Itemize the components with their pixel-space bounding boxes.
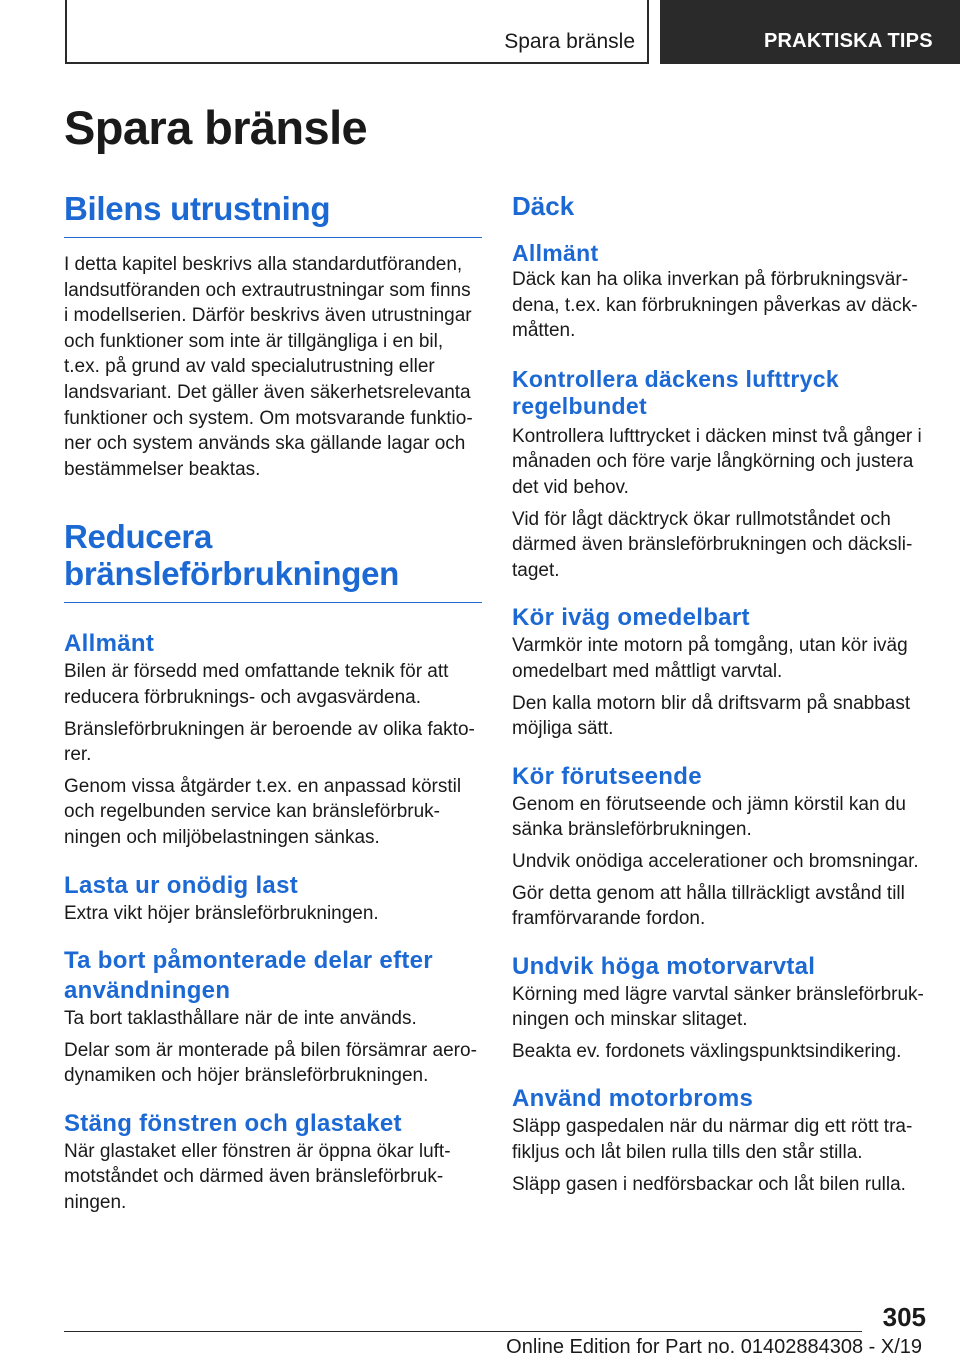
general-paragraph-1: Bilen är försedd med omfattande teknik för att reducera förbruknings- och avgasvärdena. [64, 661, 449, 708]
engine-brake-paragraph-1: Släpp gaspedalen när du närmar dig ett rött tra- fikljus och låt bilen rulla tills den står stilla. [512, 1116, 913, 1164]
page-number: 305 [882, 1302, 926, 1332]
page-title: Spara bränsle [64, 101, 368, 154]
remove-parts-paragraph-2: Delar som är monterade på bilen försämrar aero- dynamiken och höjer bränsleförbrukningen. [64, 1039, 477, 1087]
footer-edition: Online Edition for Part no. 01402884308 - X/19 [506, 1336, 922, 1358]
subheading-close-windows: Stäng fönstren och glastaket [64, 1109, 402, 1137]
avoid-rpm-paragraph-2: Beakta ev. fordonets växlingspunktsindikering. [512, 1040, 902, 1062]
remove-parts-paragraph-1: Ta bort taklasthållare när de inte används. [64, 1008, 417, 1030]
section-heading-tyres: Däck [512, 191, 575, 221]
header-chapter-tab: PRAKTISKA TIPS [660, 0, 960, 64]
subheading-anticipate: Kör förutseende [512, 762, 702, 790]
anticipate-paragraph-3: Gör detta genom att hålla tillräckligt avstånd till framförvarande fordon. [512, 882, 905, 930]
anticipate-paragraph-1: Genom en förutseende och jämn körstil kan du sänka bränsleförbrukningen. [512, 793, 906, 841]
section-heading-reduce: Reducera bränsleförbrukningen [64, 518, 482, 603]
right-column [512, 190, 930, 1197]
general-paragraph-2: Bränsleförbrukningen är beroende av olika fakto- rer. [64, 718, 475, 766]
header-section-title: Spara bränsle [504, 30, 635, 53]
subheading-avoid-rpm: Undvik höga motorvarvtal [512, 952, 816, 980]
drive-off-paragraph-2: Den kalla motorn blir då driftsvarm på snabbast möjliga sätt. [512, 692, 911, 740]
unload-paragraph: Extra vikt höjer bränsleförbrukningen. [64, 902, 379, 924]
general-paragraph-3: Genom vissa åtgärder t.ex. en anpassad körstil och regelbunden service kan bränsleförbruk- ningen och miljöbelastningen sänkas. [64, 775, 462, 848]
check-pressure-paragraph-1: Kontrollera lufttrycket i däcken minst två gånger i månaden och före varje långkörning och justera det vid behov. [512, 425, 922, 498]
avoid-rpm-paragraph-1: Körning med lägre varvtal sänker bränsleförbruk- ningen och minskar slitaget. [512, 983, 924, 1031]
close-windows-paragraph: När glastaket eller fönstren är öppna ökar luft- motståndet och därmed även bränsleförbruk- ningen. [64, 1140, 451, 1214]
subheading-engine-brake: Använd motorbroms [512, 1085, 754, 1113]
tyres-general-paragraph: Däck kan ha olika inverkan på förbrukningsvär- dena, t.ex. kan förbrukningen påverkas av däck- måtten. [512, 269, 918, 342]
subheading-check-pressure: Kontrollera däckens lufttryck regelbundet [512, 365, 839, 419]
engine-brake-paragraph-2: Släpp gasen i nedförsbackar och låt bilen rulla. [512, 1173, 906, 1195]
drive-off-paragraph-1: Varmkör inte motorn på tomgång, utan kör iväg omedelbart med måttligt varvtal. [512, 635, 908, 682]
subheading-unload: Lasta ur onödig last [64, 871, 299, 899]
anticipate-paragraph-2: Undvik onödiga accelerationer och bromsningar. [512, 850, 919, 872]
equipment-paragraph: I detta kapitel beskrivs alla standardutföranden, landsutföranden och extrautrustningar som finns i modellserien. Därför beskrivs även utrustningar och funktioner som inte är tillgängliga i en bil, t.ex. på grund av vald specialutrustning eller landsvariant. Det gäller även säkerhetsrelevanta funktioner och system. Om motsvarande funktio- ner och system används ska gällande lagar och bestämmelser beaktas. [64, 254, 473, 480]
check-pressure-paragraph-2: Vid för lågt däcktryck ökar rullmotståndet och därmed även bränsleförbrukningen och däcksli- taget. [512, 508, 913, 581]
subheading-drive-off: Kör iväg omedelbart [512, 604, 750, 632]
subheading-tyres-general: Allmänt [512, 240, 599, 266]
section-heading-equipment: Bilens utrustning [64, 190, 482, 238]
footer-divider [64, 1331, 862, 1332]
subheading-general: Allmänt [64, 630, 155, 658]
left-column [64, 190, 482, 1216]
subheading-remove-parts: Ta bort påmonterade delar efter användningen [64, 947, 433, 1005]
